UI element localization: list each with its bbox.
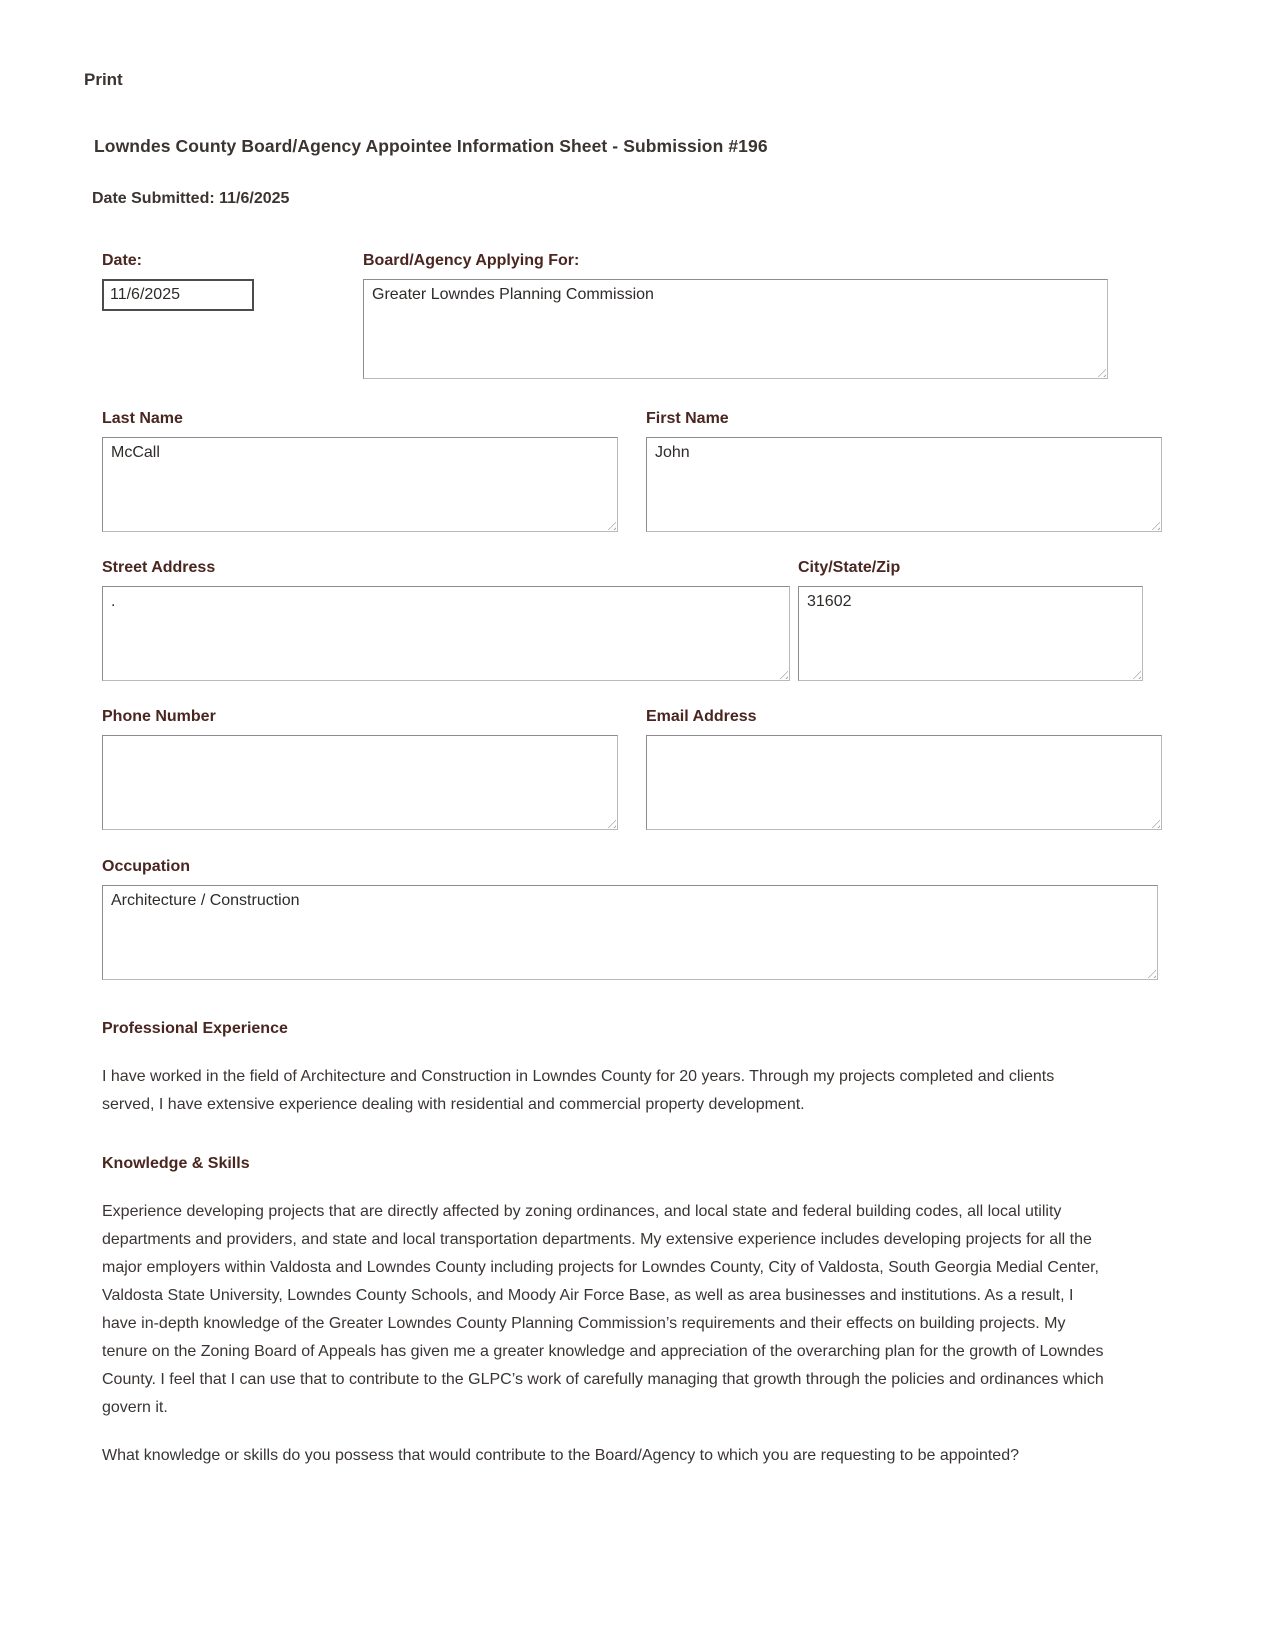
street-address-textarea[interactable]: . [102, 586, 790, 681]
board-agency-textarea[interactable]: Greater Lowndes Planning Commission [363, 279, 1108, 379]
professional-experience-text: I have worked in the field of Architecture and Construction in Lowndes County for 20 years. Through my projects completed and clients served, I have extensive experience dealing with residential and commercial property development. [102, 1068, 1055, 1113]
row-name [102, 410, 1215, 532]
city-state-zip-textarea[interactable]: 31602 [798, 586, 1143, 681]
appointee-form [102, 252, 1215, 980]
last-name-label: Last Name [102, 410, 183, 427]
resize-grip-icon[interactable] [604, 518, 616, 530]
street-address-field-group [102, 559, 790, 681]
resize-grip-icon[interactable] [1094, 365, 1106, 377]
occupation-field-group [102, 858, 1158, 980]
phone-label: Phone Number [102, 708, 216, 725]
resize-grip-icon[interactable] [1144, 966, 1156, 978]
knowledge-skills-heading: Knowledge & Skills [102, 1155, 250, 1172]
page-title: Lowndes County Board/Agency Appointee Information Sheet - Submission #196 [94, 136, 768, 156]
occupation-textarea[interactable]: Architecture / Construction [102, 885, 1158, 980]
last-name-field-group [102, 410, 618, 532]
first-name-textarea[interactable]: John [646, 437, 1162, 532]
row-contact [102, 708, 1215, 830]
row-date-board [102, 252, 1215, 379]
board-agency-field-group [363, 252, 1108, 379]
professional-experience-heading: Professional Experience [102, 1020, 288, 1037]
resize-grip-icon[interactable] [1129, 667, 1141, 679]
knowledge-skills-text: Experience developing projects that are directly affected by zoning ordinances, and local state and federal building codes, all local utility departments and providers, and state and local transportation departments. My extensive experience includes developing projects for all the major employers within Valdosta and Lowndes County including projects for Lowndes County, City of Valdosta, South Georgia Medial Center, Valdosta State University, Lowndes County Schools, and Moody Air Force Base, as well as area businesses and institutions. As a result, I have in-depth knowledge of the Greater Lowndes County Planning Commission’s requirements and their effects on building projects. My tenure on the Zoning Board of Appeals has given me a greater knowledge and appreciation of the overarching plan for the growth of Lowndes County. I feel that I can use that to contribute to the GLPC’s work of carefully managing that growth through the policies and ordinances which govern it. [102, 1203, 1104, 1416]
date-field-group [102, 252, 363, 311]
date-input[interactable]: 11/6/2025 [102, 279, 254, 311]
resize-grip-icon[interactable] [776, 667, 788, 679]
row-occupation [102, 858, 1215, 980]
resize-grip-icon[interactable] [604, 816, 616, 828]
email-field-group [646, 708, 1162, 830]
first-name-label: First Name [646, 410, 729, 427]
date-submitted-text: Date Submitted: 11/6/2025 [92, 190, 290, 207]
street-address-label: Street Address [102, 559, 216, 576]
email-label: Email Address [646, 708, 757, 725]
phone-textarea[interactable] [102, 735, 618, 830]
city-state-zip-field-group [798, 559, 1143, 681]
first-name-field-group [646, 410, 1162, 532]
email-textarea[interactable] [646, 735, 1162, 830]
knowledge-skills-question: What knowledge or skills do you possess that would contribute to the Board/Agency to which you are requesting to be appointed? [102, 1447, 1019, 1464]
board-agency-label: Board/Agency Applying For: [363, 252, 580, 269]
phone-field-group [102, 708, 618, 830]
resize-grip-icon[interactable] [1148, 816, 1160, 828]
resize-grip-icon[interactable] [1148, 518, 1160, 530]
city-state-zip-label: City/State/Zip [798, 559, 901, 576]
occupation-label: Occupation [102, 858, 191, 875]
row-address [102, 559, 1215, 681]
print-button[interactable]: Print [84, 70, 123, 89]
date-label: Date: [102, 252, 143, 269]
last-name-textarea[interactable]: McCall [102, 437, 618, 532]
